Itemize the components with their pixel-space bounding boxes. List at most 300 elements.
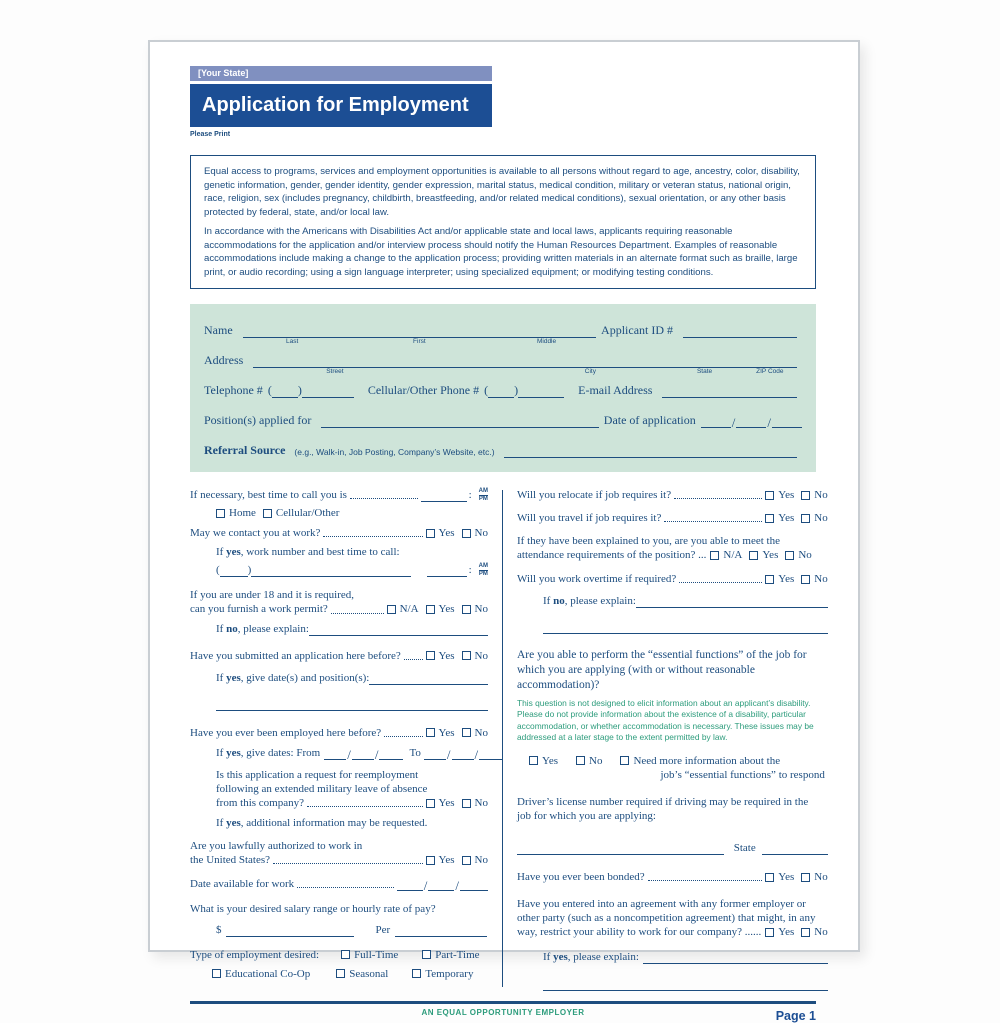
email-input-line[interactable] [662,385,797,398]
eeo-notice-box [190,155,816,289]
explain-input-line[interactable] [636,597,828,608]
temporary-checkbox[interactable] [412,969,421,978]
explain-input-line[interactable] [643,953,828,964]
option-temporary[interactable] [412,967,473,981]
question-text: May we contact you at work? [190,527,321,540]
address-input-line[interactable] [253,355,797,375]
question-text-line3: from this company? [216,797,304,810]
question-salary: What is your desired salary range or hourly rate of pay? [190,903,436,916]
option-yes[interactable] [426,853,455,867]
option-seasonal[interactable] [336,967,388,981]
explain-input-line-2[interactable] [543,980,828,991]
dotted-leader [404,659,423,660]
slash: / [474,746,479,762]
no-checkbox[interactable] [462,856,471,865]
yes-checkbox[interactable] [765,491,774,500]
yes-label: Yes [438,649,455,662]
avail-day-line[interactable] [428,880,454,891]
question-noncompete [517,897,828,939]
am-label: AM [478,488,488,495]
question-text-line1: Is this application a request for reemployment [216,768,419,781]
work-number-input-line[interactable] [251,566,410,577]
question-text: Have you ever been employed here before? [190,726,382,739]
prompt-pre: If [216,546,227,559]
yes-checkbox[interactable] [426,799,435,808]
prompt-rest: , please explain: [564,595,636,608]
no-checkbox[interactable] [801,928,810,937]
question-text-line1: If you are under 18 and it is required, [190,589,355,602]
yes-label: Yes [438,726,455,739]
option-no[interactable] [462,853,488,867]
license-input-row [517,841,828,855]
prompt-bold: yes [226,817,241,830]
option-yes[interactable] [765,870,794,884]
overtime-explain-row [543,594,828,608]
footer-rule [190,1001,816,1004]
question-relocate [517,488,828,502]
question-essential-functions: Are you able to perform the “essential functions” of the job for which you are applying (with or without reasonable accommodation)? [517,649,807,691]
lparen: ( [216,564,220,577]
column-divider [502,490,503,987]
to-day-line[interactable] [452,749,474,760]
cellular-area-input-line[interactable] [488,387,514,398]
yes-checkbox[interactable] [426,529,435,538]
option-yes[interactable] [765,511,794,525]
dotted-leader [384,736,422,737]
essential-functions-options [517,754,828,782]
option-no[interactable] [462,526,488,540]
option-no[interactable] [801,572,827,586]
prompt-bold: no [553,595,565,608]
rparen: ) [297,383,302,397]
yes-label: Yes [778,926,795,939]
question-submitted-before [190,649,488,663]
question-drivers-license [517,795,828,823]
position-row [204,413,802,428]
slash: / [455,878,459,894]
question-contact-at-work [190,526,488,540]
option-yes[interactable] [529,754,558,768]
need-more-info-checkbox[interactable] [620,756,629,765]
yes-checkbox[interactable] [426,728,435,737]
positions-input-line[interactable] [321,415,598,428]
work-time-input-line[interactable] [427,566,467,577]
dollar-sign: $ [216,923,222,936]
educational-coop-checkbox[interactable] [212,969,221,978]
dates-positions-row [216,671,488,685]
home-checkbox[interactable] [216,509,225,518]
seasonal-checkbox[interactable] [336,969,345,978]
question-text-line2: can you furnish a work permit? [190,603,328,616]
prompt-pre: If [543,951,554,964]
pm-label: PM [478,495,488,502]
option-educational-coop[interactable] [212,967,310,981]
eeo-paragraph-1: Equal access to programs, services and employment opportunities is available to all persons without regard to age, ancestry, color, disability, genetic information, gender, gender identity, gender expression, marital status, medical condition, military or veteran status, national origin, race, religion, sex (includes pregnancy, childbirth, breastfeeding, and/or related medical conditions), sexual orientation, or any other basis protected by federal, state, and/or local law. [204,166,800,218]
dotted-leader [674,498,762,499]
prompt-bold: yes [553,951,568,964]
dotted-leader [297,887,394,888]
question-reemployment [216,768,488,810]
prompt-bold: yes [226,546,241,559]
yes-label: Yes [438,603,455,616]
option-home[interactable] [216,506,256,520]
no-label: No [474,527,488,540]
no-checkbox[interactable] [801,491,810,500]
license-state-line[interactable] [762,844,828,855]
question-employed-before [190,726,488,740]
cellular-input-line[interactable] [518,387,564,398]
option-yes[interactable] [765,925,794,939]
date-year-input-line[interactable] [772,417,802,428]
yes-label: Yes [778,512,795,525]
am-pm-marks [479,488,488,502]
option-no[interactable] [801,488,827,502]
essential-functions-note: This question is not designed to elicit information about an applicant’s disability. Please do not provide information about the existence of a disability, particular accommodation, or whether accommodation is necessary. These issues may be addressed at a later stage to the extent permitted by law. [517,697,814,743]
yes-label: Yes [438,797,455,810]
overtime-explain-row-2 [543,623,828,634]
question-text-line2: other party (such as a noncompetition agreement) that might, in any [517,912,816,925]
work-number-prompt [216,545,488,559]
no-label: No [814,871,828,884]
dotted-leader [331,613,384,614]
yes-checkbox[interactable] [529,756,538,765]
dates-positions-input-line-2[interactable] [216,700,488,711]
address-sub-city: City [584,368,596,375]
question-date-available [190,877,488,894]
prompt-rest: , please explain: [567,951,639,964]
noncompete-explain-row-2 [543,980,828,991]
temporary-label: Temporary [425,967,474,980]
permit-explain-row [216,622,488,636]
option-yes[interactable] [749,548,778,562]
yes-checkbox[interactable] [765,928,774,937]
explain-input-line[interactable] [309,625,488,636]
yes-checkbox[interactable] [765,873,774,882]
no-checkbox[interactable] [462,799,471,808]
option-no[interactable] [801,511,827,525]
applicant-id-input-line[interactable] [683,325,797,338]
colon: : [468,489,472,501]
prompt-rest: , give date(s) and position(s): [240,671,370,684]
yes-checkbox[interactable] [426,856,435,865]
yes-checkbox[interactable] [749,551,758,560]
avail-year-line[interactable] [460,880,488,891]
dotted-leader [679,582,762,583]
full-time-label: Full-Time [354,948,399,961]
need-more-label-line1: Need more information about the [633,754,781,767]
question-text: Have you ever been bonded? [517,871,645,884]
part-time-label: Part-Time [435,948,480,961]
telephone-label: Telephone # [204,383,263,397]
no-label: No [474,854,488,867]
name-row [204,323,802,345]
equal-opportunity-text: AN EQUAL OPPORTUNITY EMPLOYER [421,1008,585,1018]
employment-application-form [148,40,860,1023]
option-yes[interactable] [426,526,455,540]
option-cellular-other[interactable] [263,506,340,520]
option-no[interactable] [462,796,488,810]
option-no[interactable] [785,548,811,562]
yes-label: Yes [778,573,795,586]
per-label: Per [375,923,391,936]
salary-inputs [216,923,488,937]
slash: / [374,746,379,762]
to-label: To [409,746,421,759]
no-checkbox[interactable] [801,575,810,584]
employment-type-label: Type of employment desired: [190,948,320,961]
employment-type-row-1 [190,948,488,962]
address-sub-street: Street [326,368,344,375]
prompt-pre: If [216,817,227,830]
yes-label: Yes [438,854,455,867]
right-question-column [502,488,828,991]
option-yes[interactable] [426,726,455,740]
lparen: ( [484,383,489,397]
salary-per-line[interactable] [395,926,487,937]
date-month-input-line[interactable] [701,417,731,428]
option-yes[interactable] [765,488,794,502]
colon: : [468,564,472,577]
no-label: No [474,649,488,662]
name-sub-last: Last [285,338,299,345]
date-day-input-line[interactable] [736,417,766,428]
question-text: Have you submitted an application here before? [190,649,401,662]
avail-month-line[interactable] [397,880,423,891]
prompt-rest: , give dates: From [240,746,321,759]
telephone-input-line[interactable] [302,387,354,398]
question-text-line1: Have you entered into an agreement with any former employer or [517,898,806,911]
question-bonded [517,870,828,884]
license-number-line[interactable] [517,844,724,855]
dotted-leader [307,806,423,807]
employment-type-row-2 [190,967,488,981]
phone-email-row [204,383,802,398]
no-checkbox[interactable] [801,873,810,882]
no-checkbox[interactable] [462,651,471,660]
address-sub-zip: ZIP Code [756,368,784,375]
cellular-other-checkbox[interactable] [263,509,272,518]
address-row [204,353,802,375]
question-text-line3: way, restrict your ability to work for our company? ...... [517,926,762,939]
no-checkbox[interactable] [801,514,810,523]
no-checkbox[interactable] [462,529,471,538]
option-part-time[interactable] [422,948,479,962]
ada-paragraph-2: In accordance with the Americans with Disabilities Act and/or applicable state and local laws, applicants requiring reasonable accommodations for the application and/or interview process should notify the Human Resources Department. Examples of reasonable accommodations include making a change to the application process; providing written materials in an alternate format such as braille, large print, or audio recording; using a sign language interpreter; using specialized equipment; or modifying testing conditions. [204,226,798,278]
need-more-label-line2: job’s “essential functions” to respond [660,768,825,781]
dotted-leader [648,880,763,881]
name-label: Name [204,323,233,337]
prompt-pre: If [543,595,554,608]
prompt-pre: If [216,622,227,635]
dotted-leader [273,863,422,864]
slash: / [767,415,771,430]
work-area-input-line[interactable] [220,566,248,577]
dotted-leader [350,498,418,499]
option-need-more-info[interactable] [620,754,824,782]
referral-source-label: Referral Source [204,443,286,457]
question-work-permit [190,588,488,616]
option-na[interactable] [710,548,742,562]
question-text-line2: attendance requirements of the position? ... [517,549,707,562]
no-label: No [814,573,828,586]
pm-label: PM [478,570,488,577]
option-yes[interactable] [765,572,794,586]
date-of-application-label: Date of application [603,413,696,427]
referral-row [204,443,802,458]
form-title-bar [190,84,492,127]
option-no[interactable] [576,754,602,768]
option-no[interactable] [462,649,488,663]
page-number: Page 1 [775,1009,816,1023]
prompt-rest: , work number and best time to call: [240,546,400,559]
slash: / [446,746,451,762]
slash: / [731,415,736,430]
additional-info-note [216,816,488,830]
question-text: Date available for work [190,878,295,891]
employment-dates-row [216,746,488,760]
question-text: If necessary, best time to call you is [190,489,347,501]
applicant-info-panel [190,304,816,472]
option-na[interactable] [387,602,419,616]
no-label: No [814,489,828,501]
referral-input-line[interactable] [504,445,797,458]
state-tag-bar [190,66,492,81]
am-label: AM [478,563,488,570]
am-pm-marks [479,563,488,577]
prompt-bold: yes [226,746,241,759]
lparen: ( [267,383,272,397]
no-label: No [474,603,488,616]
question-text: Will you work overtime if required? [517,573,677,586]
slash: / [423,878,428,894]
page-title: Application for Employment [202,94,469,116]
explain-input-line-2[interactable] [543,623,828,634]
question-travel [517,511,828,525]
question-text-line2: job for which you are applying: [517,809,656,822]
question-attendance [517,534,828,562]
question-best-time [190,488,488,502]
email-label: E-mail Address [578,383,653,397]
question-text-line1: Are you lawfully authorized to work in [190,840,363,853]
option-no[interactable] [462,602,488,616]
yes-label: Yes [762,549,779,562]
option-yes[interactable] [426,649,455,663]
prompt-rest: , please explain: [237,622,309,635]
no-checkbox[interactable] [462,728,471,737]
call-location-options [216,506,488,520]
from-month-line[interactable] [324,749,346,760]
question-text-line1: Driver’s license number required if driving may be required in the [517,795,809,808]
page-footer [190,1001,816,1023]
question-text-line1: If they have been explained to you, are you able to meet the [517,535,780,548]
prompt-pre: If [216,746,227,759]
question-text: Will you travel if job requires it? [517,512,662,525]
cellular-other-label: Cellular/Other [275,507,340,520]
no-label: No [474,726,488,739]
question-overtime [517,572,828,586]
applicant-id-label: Applicant ID # [601,323,674,337]
please-print-note: Please Print [190,131,231,138]
no-checkbox[interactable] [462,605,471,614]
dates-positions-input-line[interactable] [369,674,488,685]
name-input-line[interactable] [243,325,596,345]
educational-coop-label: Educational Co-Op [225,967,311,980]
option-no[interactable] [801,870,827,884]
prompt-rest: , additional information may be requested. [240,817,428,830]
address-sub-state: State [696,368,713,375]
salary-amount-line[interactable] [226,926,354,937]
dates-positions-row-2 [216,700,488,711]
rparen: ) [514,383,519,397]
from-year-line[interactable] [379,749,403,760]
cellular-label: Cellular/Other Phone # [367,383,480,397]
question-text-line2: the United States? [190,854,271,867]
option-no[interactable] [462,726,488,740]
name-sub-first: First [413,338,426,345]
full-time-checkbox[interactable] [341,950,350,959]
yes-checkbox[interactable] [765,575,774,584]
to-year-line[interactable] [479,749,503,760]
address-label: Address [204,353,244,367]
positions-label: Position(s) applied for [204,413,312,427]
prompt-bold: no [226,622,238,635]
no-label: No [589,754,603,767]
state-tag-label: [Your State] [198,68,249,78]
no-checkbox[interactable] [576,756,585,765]
na-checkbox[interactable] [387,605,396,614]
option-full-time[interactable] [341,948,398,962]
telephone-area-input-line[interactable] [272,387,298,398]
dotted-leader [664,521,762,522]
home-label: Home [229,507,256,520]
left-question-column [190,488,502,991]
yes-checkbox[interactable] [426,605,435,614]
yes-checkbox[interactable] [765,514,774,523]
na-label: N/A [723,549,743,562]
question-text: Will you relocate if job requires it? [517,489,672,501]
referral-source-hint: (e.g., Walk-in, Job Posting, Company’s Website, etc.) [294,447,495,457]
option-yes[interactable] [426,602,455,616]
work-number-inputs [216,563,488,577]
yes-label: Yes [778,871,795,884]
na-checkbox[interactable] [710,551,719,560]
question-lawfully-authorized [190,839,488,867]
yes-label: Yes [778,489,795,501]
state-label: State [733,841,756,854]
name-sub-middle: Middle [536,338,557,345]
seasonal-label: Seasonal [349,967,389,980]
no-checkbox[interactable] [785,551,794,560]
best-time-input-line[interactable] [421,491,467,502]
prompt-bold: yes [226,671,241,684]
part-time-checkbox[interactable] [422,950,431,959]
questions-section [190,488,828,991]
noncompete-explain-row [543,950,828,964]
no-label: No [474,797,488,810]
yes-checkbox[interactable] [426,651,435,660]
question-text-line2: following an extended military leave of absence [216,783,428,796]
from-day-line[interactable] [352,749,374,760]
slash: / [347,746,351,762]
option-yes[interactable] [426,796,455,810]
dotted-leader [323,536,422,537]
yes-label: Yes [438,527,455,540]
to-month-line[interactable] [424,749,446,760]
yes-label: Yes [542,754,559,767]
option-no[interactable] [801,925,827,939]
rparen: ) [247,564,252,577]
no-label: No [798,549,812,562]
